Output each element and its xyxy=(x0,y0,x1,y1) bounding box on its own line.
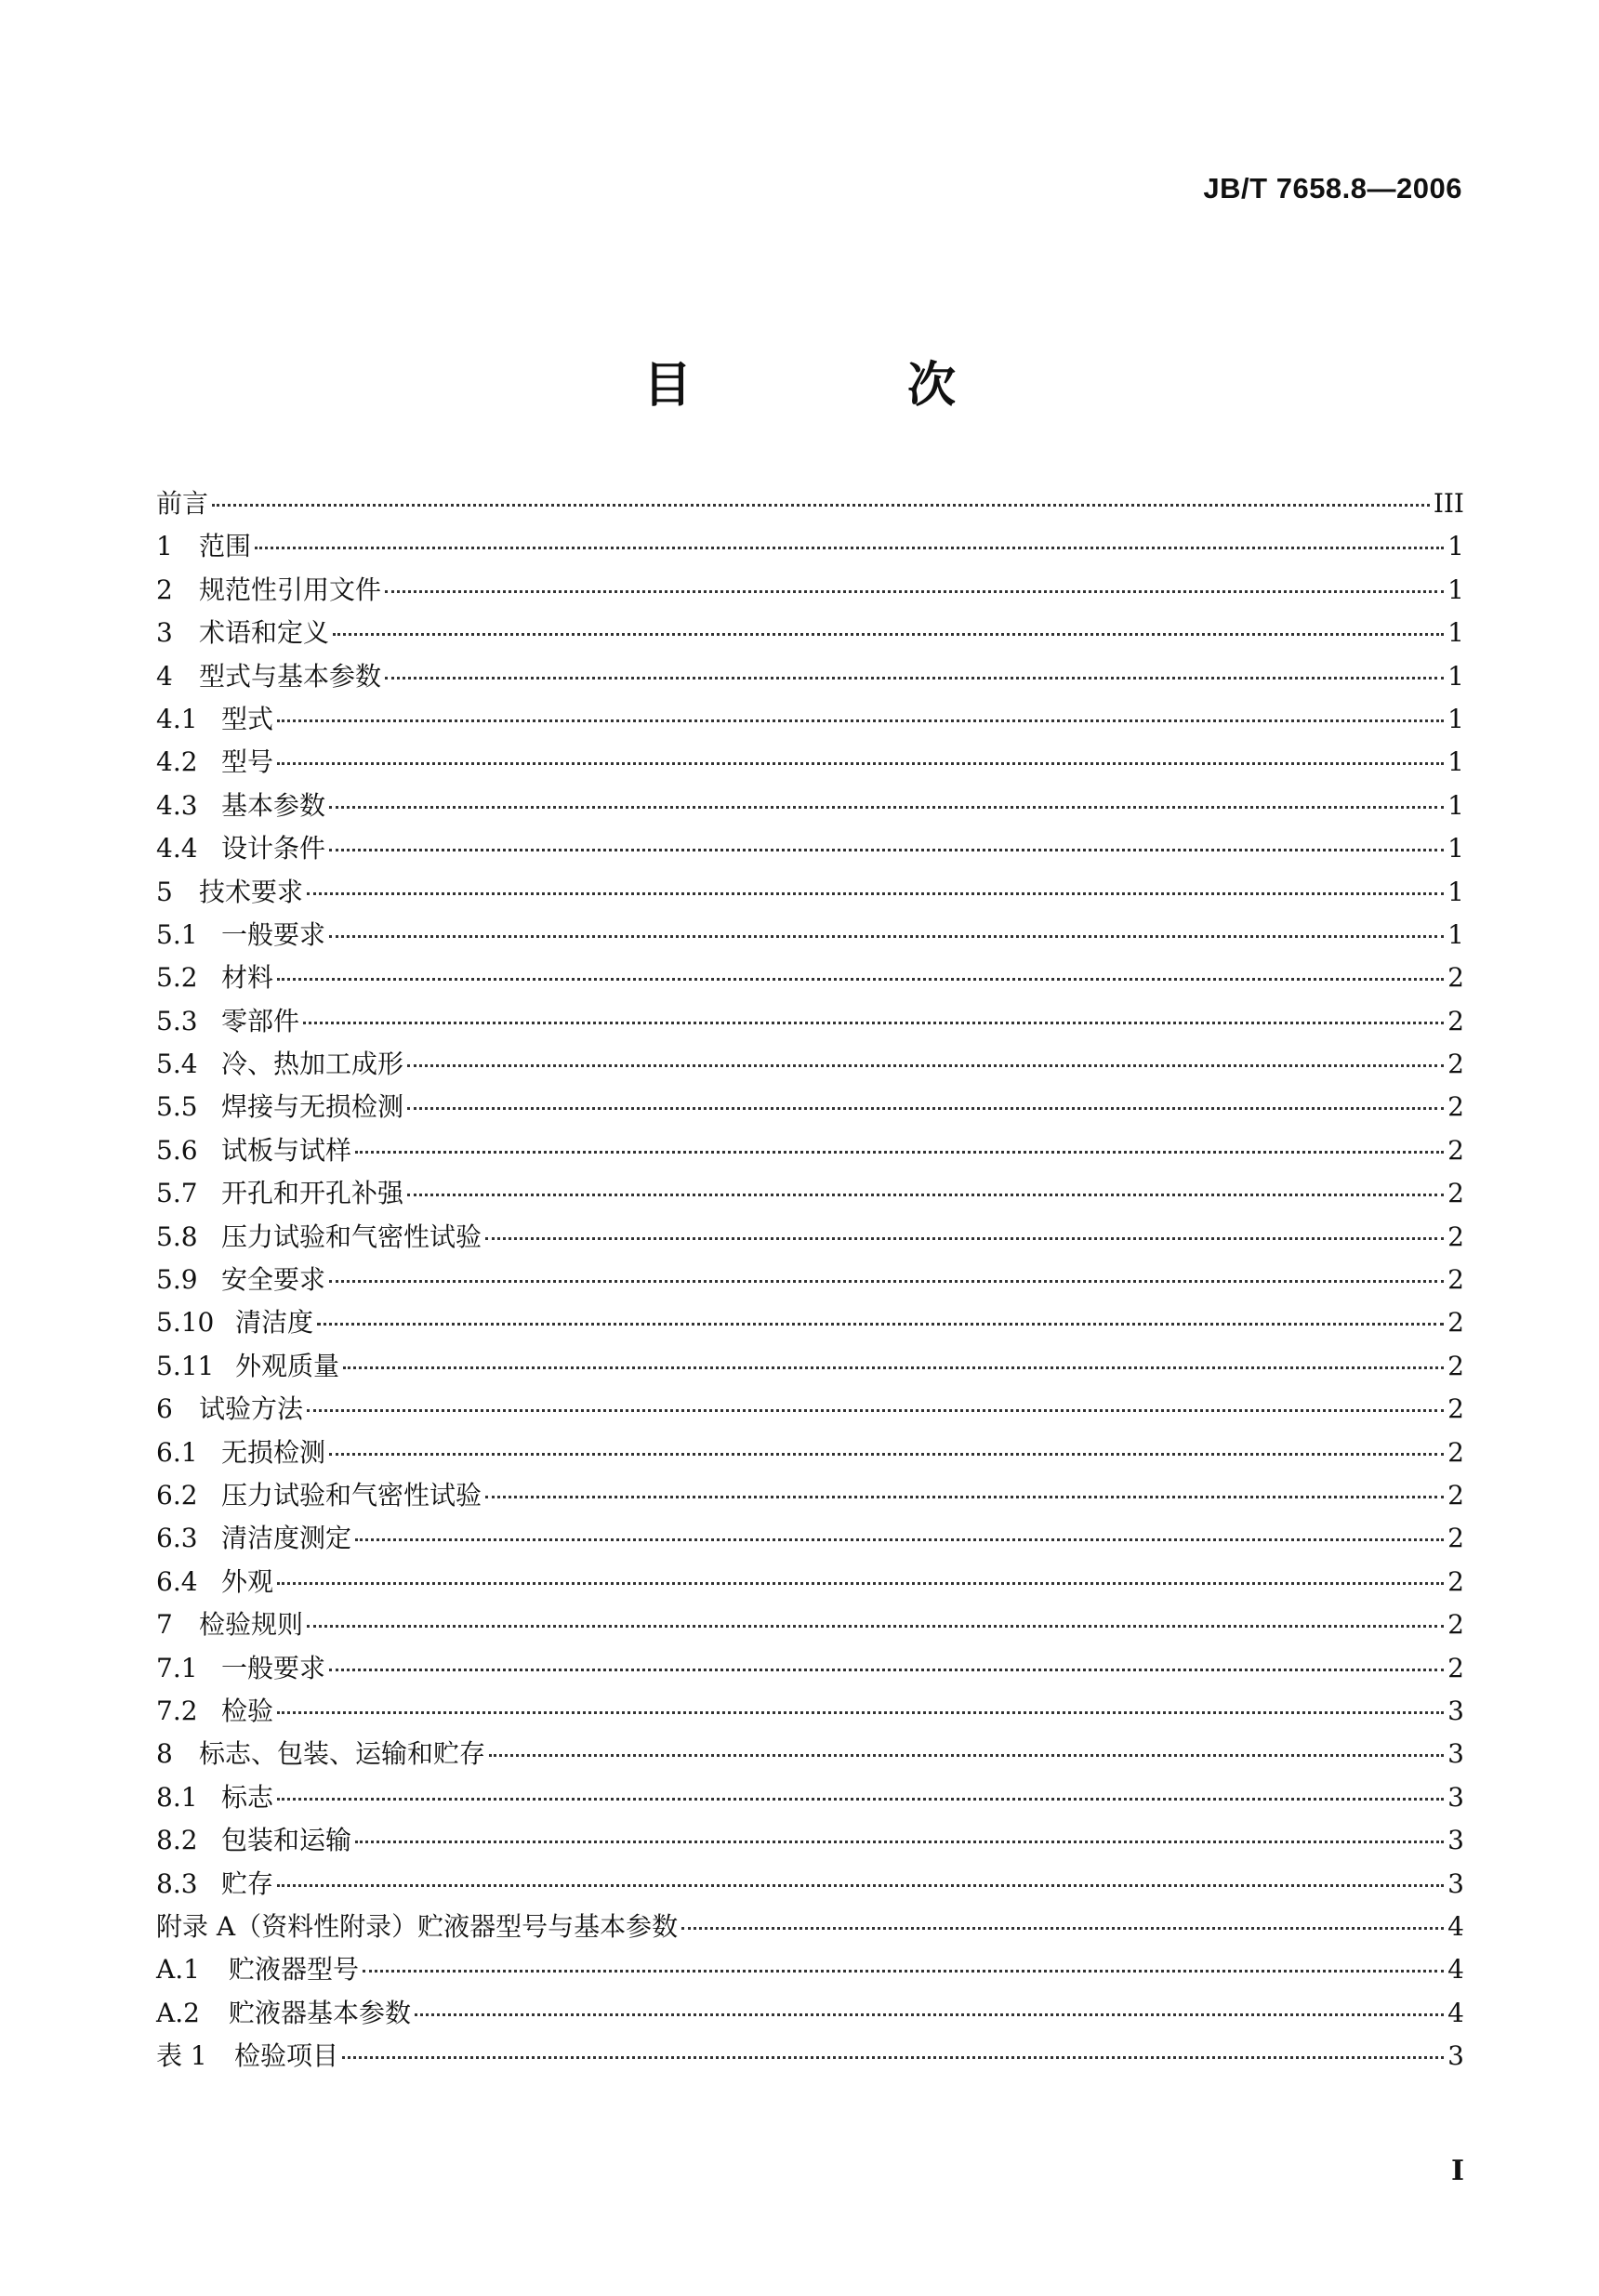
toc-entry-title: 标志、包装、运输和贮存 xyxy=(199,1738,486,1770)
dot-leader xyxy=(329,848,1444,851)
toc-entry[interactable] xyxy=(156,827,1464,870)
toc-entry[interactable] xyxy=(156,1561,1464,1603)
toc-entry[interactable] xyxy=(156,698,1464,741)
toc-entry-number: 4.1 xyxy=(156,703,198,734)
toc-entry-title: 规范性引用文件 xyxy=(199,574,382,605)
toc-entry[interactable] xyxy=(156,1733,1464,1775)
toc-entry[interactable] xyxy=(156,1647,1464,1690)
toc-entry-number: 3 xyxy=(156,617,173,649)
toc-entry-number: 4.2 xyxy=(156,746,198,778)
toc-entry-title: 一般要求 xyxy=(221,1652,326,1683)
toc-entry-number: 5.8 xyxy=(156,1221,198,1252)
toc-entry-number: 8.2 xyxy=(156,1825,198,1856)
toc-entry-page: 2 xyxy=(1447,1652,1464,1683)
toc-entry-page: 2 xyxy=(1447,1134,1464,1166)
toc-entry-number: 6 xyxy=(156,1393,173,1425)
toc-entry-title: 包装和运输 xyxy=(221,1825,352,1856)
dot-leader xyxy=(277,1581,1444,1585)
toc-entry-number: 1 xyxy=(156,531,173,562)
toc-entry-title: 术语和定义 xyxy=(199,617,330,649)
toc-entry-number: 5.11 xyxy=(156,1350,215,1381)
toc-entry-title: 零部件 xyxy=(221,1005,300,1036)
toc-entry-page: 2 xyxy=(1447,1393,1464,1425)
toc-entry-number: 4.3 xyxy=(156,789,198,821)
toc-entry-page: 2 xyxy=(1447,1091,1464,1123)
toc-entry-number: 5.9 xyxy=(156,1264,198,1296)
dot-leader xyxy=(385,589,1444,593)
dot-leader xyxy=(407,1106,1444,1110)
toc-entry[interactable] xyxy=(156,1474,1464,1517)
toc-entry-number: 5.5 xyxy=(156,1091,198,1123)
toc-entry-page: 3 xyxy=(1447,1825,1464,1856)
dot-leader xyxy=(355,1537,1444,1541)
toc-entry-page: 2 xyxy=(1447,1307,1464,1339)
toc-entry[interactable] xyxy=(156,1086,1464,1128)
toc-entry-page: 4 xyxy=(1447,1997,1464,2028)
dot-leader xyxy=(255,546,1444,549)
toc-entry-title: 冷、热加工成形 xyxy=(221,1049,404,1080)
toc-entry[interactable] xyxy=(156,1906,1464,1948)
toc-entry-title: 标志 xyxy=(221,1781,274,1813)
toc-entry-title: 试板与试样 xyxy=(221,1134,352,1166)
toc-entry[interactable] xyxy=(156,482,1464,525)
dot-leader xyxy=(307,1624,1444,1628)
toc-entry[interactable] xyxy=(156,1301,1464,1344)
toc-entry-title: 材料 xyxy=(221,962,274,994)
toc-entry-page: 2 xyxy=(1447,1049,1464,1080)
toc-entry-title: 范围 xyxy=(199,531,252,562)
toc-entry[interactable] xyxy=(156,1345,1464,1388)
dot-leader xyxy=(277,977,1444,981)
toc-entry[interactable] xyxy=(156,1863,1464,1906)
toc-entry-page: 2 xyxy=(1447,1609,1464,1641)
toc-entry-number: 5.3 xyxy=(156,1005,198,1036)
toc-entry[interactable] xyxy=(156,2035,1464,2078)
toc-entry-title: 清洁度测定 xyxy=(221,1523,352,1554)
dot-leader xyxy=(342,2055,1444,2059)
toc-entry-page: 1 xyxy=(1447,531,1464,562)
toc-entry-title: 型式与基本参数 xyxy=(199,660,382,692)
toc-entry-number: 7.2 xyxy=(156,1695,198,1726)
dot-leader xyxy=(485,1236,1444,1240)
toc-entry-number: A.2 xyxy=(156,1997,200,2028)
toc-entry-page: 2 xyxy=(1447,1005,1464,1036)
toc-entry[interactable] xyxy=(156,612,1464,654)
dot-leader xyxy=(307,1408,1444,1412)
toc-entry-title: 外观 xyxy=(221,1565,274,1597)
toc-entry-page: 2 xyxy=(1447,1479,1464,1511)
toc-entry-title: 基本参数 xyxy=(221,789,326,821)
dot-leader xyxy=(407,1063,1444,1067)
dot-leader xyxy=(329,934,1444,938)
toc-entry[interactable] xyxy=(156,1216,1464,1259)
toc-entry-number: 6.2 xyxy=(156,1479,198,1511)
dot-leader xyxy=(329,1668,1444,1671)
toc-entry-number: 8 xyxy=(156,1738,173,1770)
dot-leader xyxy=(277,719,1444,722)
dot-leader xyxy=(363,1969,1444,1973)
toc-entry-page: 1 xyxy=(1447,660,1464,692)
toc-entry-number: 表 1 xyxy=(156,2040,207,2072)
toc-entry[interactable] xyxy=(156,1776,1464,1819)
dot-leader xyxy=(407,1193,1444,1196)
table-of-contents xyxy=(156,482,1464,2078)
toc-entry-number: 2 xyxy=(156,574,173,605)
toc-title: 目 次 xyxy=(642,358,1039,414)
toc-entry[interactable] xyxy=(156,1259,1464,1301)
toc-entry-number: 4 xyxy=(156,660,173,692)
dot-leader xyxy=(317,1322,1444,1326)
toc-entry-page: 1 xyxy=(1447,918,1464,950)
toc-entry[interactable] xyxy=(156,1172,1464,1215)
toc-entry[interactable] xyxy=(156,1129,1464,1172)
toc-entry-page: 3 xyxy=(1447,1695,1464,1726)
toc-entry-title: 附录 A（资料性附录）贮液器型号与基本参数 xyxy=(156,1910,679,1942)
toc-entry-title: 型式 xyxy=(221,703,274,734)
toc-entry[interactable] xyxy=(156,785,1464,827)
dot-leader xyxy=(329,1452,1444,1456)
toc-entry-page: 2 xyxy=(1447,1264,1464,1296)
toc-entry-title: 检验 xyxy=(221,1695,274,1726)
toc-entry-title: 压力试验和气密性试验 xyxy=(221,1479,482,1511)
toc-entry[interactable] xyxy=(156,1992,1464,2035)
toc-entry-number: 5 xyxy=(156,876,173,907)
toc-entry-number: 5.6 xyxy=(156,1134,198,1166)
toc-entry[interactable] xyxy=(156,1948,1464,1991)
toc-entry-page: 2 xyxy=(1447,962,1464,994)
toc-entry-title: 安全要求 xyxy=(221,1264,326,1296)
toc-entry[interactable] xyxy=(156,1690,1464,1733)
standard-code: JB/T 7658.8—2006 xyxy=(1203,172,1462,205)
dot-leader xyxy=(329,805,1444,809)
toc-entry-title: 清洁度 xyxy=(235,1307,314,1339)
toc-entry-page: 1 xyxy=(1447,789,1464,821)
toc-entry-number: 5.4 xyxy=(156,1049,198,1080)
toc-entry-title: 检验规则 xyxy=(199,1609,304,1641)
toc-entry[interactable] xyxy=(156,655,1464,698)
toc-entry-number: 6.4 xyxy=(156,1565,198,1597)
toc-entry-page: 4 xyxy=(1447,1910,1464,1942)
toc-entry-page: 2 xyxy=(1447,1523,1464,1554)
dot-leader xyxy=(307,891,1444,895)
toc-entry-page: 2 xyxy=(1447,1178,1464,1209)
dot-leader xyxy=(355,1150,1444,1154)
toc-entry[interactable] xyxy=(156,1603,1464,1646)
dot-leader xyxy=(329,1279,1444,1283)
dot-leader xyxy=(277,1797,1444,1801)
dot-leader xyxy=(212,503,1430,507)
page-number: I xyxy=(1450,2155,1464,2187)
dot-leader xyxy=(385,676,1444,680)
toc-entry-number: 8.1 xyxy=(156,1781,198,1813)
toc-entry-number: 5.10 xyxy=(156,1307,215,1339)
dot-leader xyxy=(277,1710,1444,1714)
toc-entry-page: 3 xyxy=(1447,2040,1464,2072)
toc-entry-page: 2 xyxy=(1447,1221,1464,1252)
toc-entry[interactable] xyxy=(156,957,1464,999)
toc-entry-number: A.1 xyxy=(156,1954,200,1986)
toc-entry-title: 压力试验和气密性试验 xyxy=(221,1221,482,1252)
dot-leader xyxy=(485,1495,1444,1498)
toc-entry-title: 一般要求 xyxy=(221,918,326,950)
toc-entry-title: 检验项目 xyxy=(234,2040,339,2072)
toc-entry[interactable] xyxy=(156,1432,1464,1474)
toc-entry-title: 试验方法 xyxy=(199,1393,304,1425)
toc-entry[interactable] xyxy=(156,1517,1464,1560)
toc-entry[interactable] xyxy=(156,741,1464,784)
toc-entry-title: 无损检测 xyxy=(221,1436,326,1468)
dot-leader xyxy=(355,1840,1444,1843)
dot-leader xyxy=(303,1021,1444,1024)
toc-entry-page: 3 xyxy=(1447,1781,1464,1813)
toc-entry-page: 1 xyxy=(1447,574,1464,605)
toc-entry-page: 1 xyxy=(1447,746,1464,778)
toc-entry-title: 外观质量 xyxy=(235,1350,340,1381)
toc-entry-title: 设计条件 xyxy=(221,833,326,864)
toc-entry-page: 2 xyxy=(1447,1565,1464,1597)
toc-entry-page: 4 xyxy=(1447,1954,1464,1986)
toc-entry-page: 1 xyxy=(1447,617,1464,649)
toc-entry-title: 型号 xyxy=(221,746,274,778)
toc-entry-number: 6.3 xyxy=(156,1523,198,1554)
dot-leader xyxy=(415,2012,1444,2016)
dot-leader xyxy=(489,1753,1444,1757)
toc-entry-number: 8.3 xyxy=(156,1867,198,1899)
toc-entry[interactable] xyxy=(156,569,1464,612)
toc-entry-number: 4.4 xyxy=(156,833,198,864)
dot-leader xyxy=(333,632,1444,636)
toc-entry-title: 贮存 xyxy=(221,1867,274,1899)
toc-entry[interactable] xyxy=(156,1819,1464,1862)
toc-entry-title: 贮液器基本参数 xyxy=(229,1997,412,2028)
toc-entry[interactable] xyxy=(156,1043,1464,1086)
toc-entry[interactable] xyxy=(156,1388,1464,1431)
toc-entry-page: 3 xyxy=(1447,1867,1464,1899)
toc-entry-page: 2 xyxy=(1447,1436,1464,1468)
toc-entry[interactable] xyxy=(156,914,1464,957)
toc-entry-page: 2 xyxy=(1447,1350,1464,1381)
toc-entry-page: 3 xyxy=(1447,1738,1464,1770)
toc-entry-number: 6.1 xyxy=(156,1436,198,1468)
toc-entry-title: 贮液器型号 xyxy=(229,1954,360,1986)
toc-entry-page: 1 xyxy=(1447,833,1464,864)
toc-entry-number: 7.1 xyxy=(156,1652,198,1683)
toc-entry-number: 7 xyxy=(156,1609,173,1641)
toc-entry-number: 5.1 xyxy=(156,918,198,950)
dot-leader xyxy=(681,1926,1444,1930)
toc-entry-page: 1 xyxy=(1447,703,1464,734)
toc-entry[interactable] xyxy=(156,1000,1464,1043)
toc-entry-title: 技术要求 xyxy=(199,876,304,907)
toc-entry-title: 开孔和开孔补强 xyxy=(221,1178,404,1209)
toc-entry-page: III xyxy=(1433,488,1464,519)
dot-leader xyxy=(277,1883,1444,1887)
dot-leader xyxy=(277,761,1444,765)
toc-entry[interactable] xyxy=(156,871,1464,914)
dot-leader xyxy=(343,1366,1444,1369)
toc-entry-page: 1 xyxy=(1447,876,1464,907)
toc-entry-title: 前言 xyxy=(156,488,209,519)
toc-entry-number: 5.2 xyxy=(156,962,198,994)
toc-entry-number: 5.7 xyxy=(156,1178,198,1209)
toc-entry-title: 焊接与无损检测 xyxy=(221,1091,404,1123)
toc-entry[interactable] xyxy=(156,525,1464,568)
